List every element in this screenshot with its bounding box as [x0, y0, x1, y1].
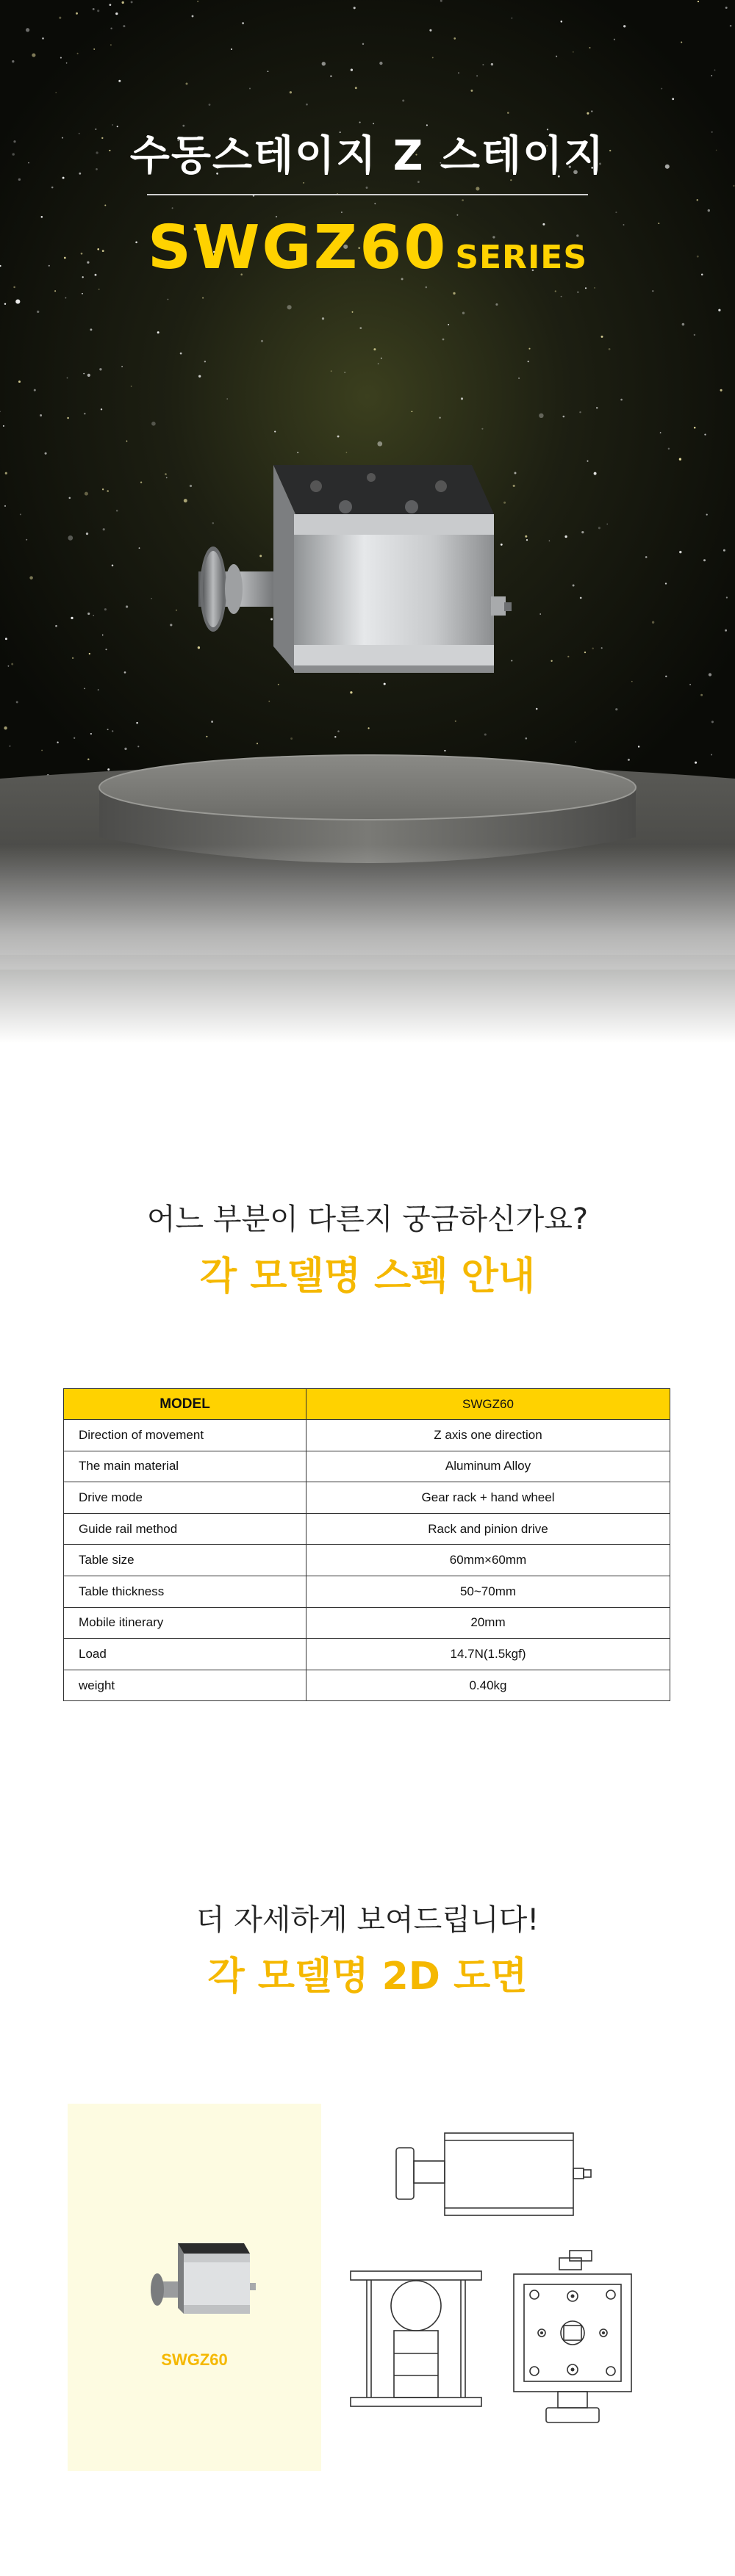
- row-value: Gear rack + hand wheel: [306, 1482, 670, 1514]
- table-row: [64, 1420, 670, 1451]
- row-label: Direction of movement: [64, 1420, 306, 1451]
- spec-heading: 각 모델명 스펙 안내: [199, 1255, 536, 1299]
- row-label: Table size: [64, 1545, 306, 1576]
- row-value: 60mm×60mm: [306, 1545, 670, 1576]
- row-label: Guide rail method: [64, 1513, 306, 1545]
- drawing-question: 더 자세하게 보여드립니다!: [196, 1903, 539, 1937]
- row-label: Load: [64, 1639, 306, 1670]
- row-value: Aluminum Alloy: [306, 1451, 670, 1482]
- table-row: [64, 1607, 670, 1639]
- spec-question: 어느 부분이 다른지 궁금하신가요?: [146, 1202, 589, 1236]
- row-label: weight: [64, 1670, 306, 1701]
- table-row: [64, 1513, 670, 1545]
- header-model-label: MODEL: [64, 1389, 306, 1420]
- hero-model-name: [0, 213, 735, 283]
- row-value: 20mm: [306, 1607, 670, 1639]
- table-row: [64, 1545, 670, 1576]
- header-model-value: SWGZ60: [306, 1389, 670, 1420]
- model-code: SWGZ60: [147, 213, 448, 283]
- row-value: Rack and pinion drive: [306, 1513, 670, 1545]
- series-label: SERIES: [455, 239, 588, 276]
- product-thumbnail-label: SWGZ60: [161, 2350, 228, 2369]
- table-row: [64, 1639, 670, 1670]
- table-row: [64, 1482, 670, 1514]
- table-row: [64, 1451, 670, 1482]
- row-value: 0.40kg: [306, 1670, 670, 1701]
- drawing-heading: 각 모델명 2D 도면: [207, 1955, 528, 1999]
- hero-fade: [0, 845, 735, 1043]
- spec-table-header: [64, 1389, 670, 1420]
- hero-banner: [0, 0, 735, 1043]
- hero-divider: [147, 194, 588, 195]
- row-value: Z axis one direction: [306, 1420, 670, 1451]
- row-value: 50~70mm: [306, 1576, 670, 1607]
- hero-title: 수동스테이지 Z 스테이지: [129, 132, 606, 180]
- row-label: Mobile itinerary: [64, 1607, 306, 1639]
- table-row: [64, 1576, 670, 1607]
- row-label: The main material: [64, 1451, 306, 1482]
- technical-drawing: [321, 2104, 660, 2471]
- table-row: [64, 1670, 670, 1701]
- spec-table: [63, 1388, 670, 1701]
- row-value: 14.7N(1.5kgf): [306, 1639, 670, 1670]
- row-label: Table thickness: [64, 1576, 306, 1607]
- row-label: Drive mode: [64, 1482, 306, 1514]
- product-thumbnail: [68, 2104, 321, 2471]
